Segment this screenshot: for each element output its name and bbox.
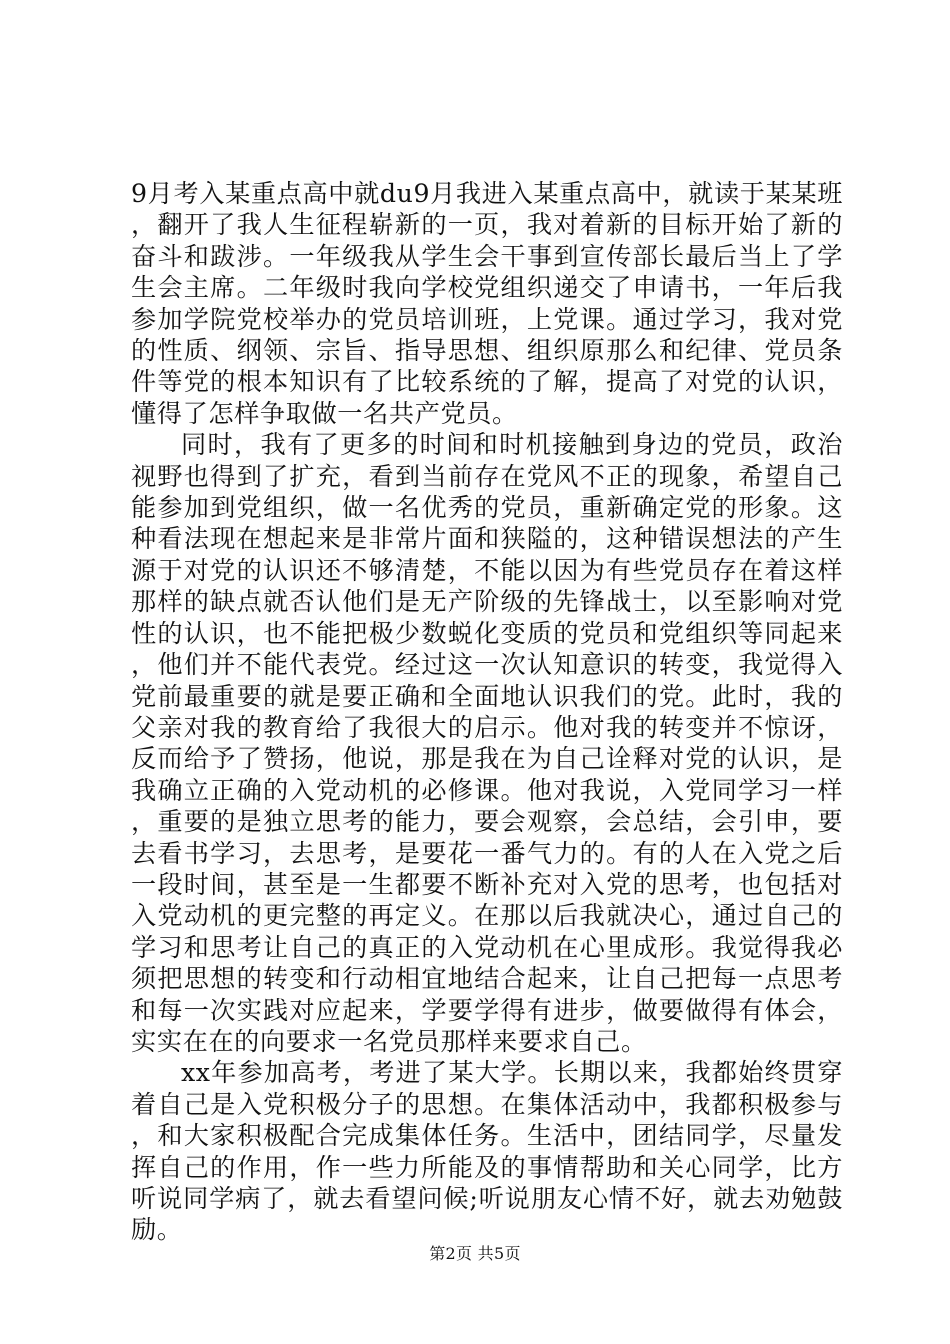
document-body: [131, 178, 843, 1246]
paragraph-3: xx年参加高考，考进了某大学。长期以来，我都始终贯穿着自己是入党积极分子的思想。在集体活动中，我都积极参与，和大家积极配合完成集体任务。生活中，团结同学，尽量发挥自己的作用，作一些力所能及的事情帮助和关心同学，比方听说同学病了，就去看望问候;听说朋友心情不好，就去劝勉鼓励。: [131, 1058, 843, 1245]
paragraph-1: 9月考入某重点高中就du9月我进入某重点高中，就读于某某班，翻开了我人生征程崭新的一页，我对着新的目标开始了新的奋斗和跋涉。一年级我从学生会干事到宣传部长最后当上了学生会主席。二年级时我向学校党组织递交了申请书，一年后我参加学院党校举办的党员培训班，上党课。通过学习，我对党的性质、纲领、宗旨、指导思想、组织原那么和纪律、党员条件等党的根本知识有了比较系统的了解，提高了对党的认识，懂得了怎样争取做一名共产党员。: [131, 179, 843, 428]
paragraph-2: 同时，我有了更多的时间和时机接触到身边的党员，政治视野也得到了扩充，看到当前存在党风不正的现象，希望自己能参加到党组织，做一名优秀的党员，重新确定党的形象。这种看法现在想起来是非常片面和狭隘的，这种错误想法的产生源于对党的认识还不够清楚，不能以因为有些党员存在着这样那样的缺点就否认他们是无产阶级的先锋战士，以至影响对党性的认识，也不能把极少数蜕化变质的党员和党组织等同起来，他们并不能代表党。经过这一次认知意识的转变，我觉得入党前最重要的就是要正确和全面地认识我们的党。此时，我的父亲对我的教育给了我很大的启示。他对我的转变并不惊讶，反而给予了赞扬，他说，那是我在为自己诠释对党的认识，是我确立正确的入党动机的必修课。他对我说，入党同学习一样，重要的是独立思考的能力，要会观察，会总结，会引申，要去看书学习，去思考，是要花一番气力的。有的人在入党之后一段时间，甚至是一生都要不断补充对入党的思考，也包括对入党动机的更完整的再定义。在那以后我就决心，通过自己的学习和思考让自己的真正的入党动机在心里成形。我觉得我必须把思想的转变和行动相宜地结合起来，让自己把每一点思考和每一次实践对应起来，学要学得有进步，做要做得有体会，实实在在的向要求一名党员那样来要求自己。: [131, 430, 843, 1056]
page-number-footer: 第2页 共5页: [429, 1244, 521, 1263]
